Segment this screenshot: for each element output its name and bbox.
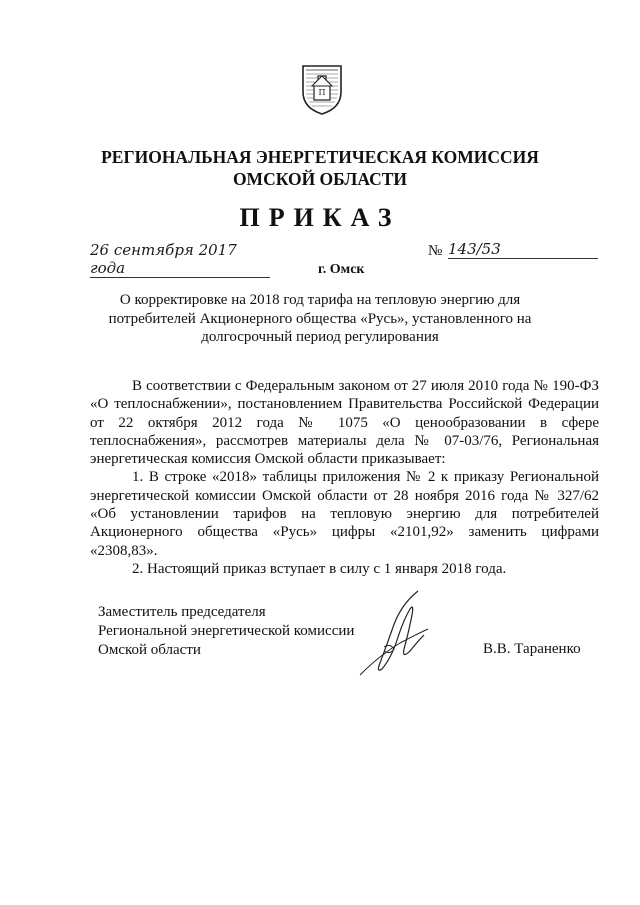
organization-line-1: РЕГИОНАЛЬНАЯ ЭНЕРГЕТИЧЕСКАЯ КОМИССИЯ <box>101 147 539 167</box>
subject-line-1: О корректировке на 2018 год тарифа на тепловую энергию для <box>119 292 521 308</box>
subject-line-3: долгосрочный период регулирования <box>201 329 439 345</box>
document-body <box>90 377 599 578</box>
organization-name <box>0 146 640 190</box>
body-item-1: 1. В строке «2018» таблицы приложения № 2 к приказу Региональной энергетической комиссии Омской области от 28 ноября 2016 года № 327/62 «Об установлении тарифов на тепловую энергию для потребителей Акционерного общества «Русь» цифры «2101,92» заменить цифрами «2308,83». <box>90 469 599 559</box>
body-preamble: В соответствии с Федеральным законом от 27 июля 2010 года № 190-ФЗ «О теплоснабжении», постановлением Правительства Российской Федерации от 22 октября 2012 года № 1075 «О ценообразовании в сфере теплоснабжения», рассмотрев материалы дела № 07-03/76, Региональная энергетическая комиссия Омской области приказывает: <box>90 378 599 468</box>
signature-block <box>98 603 354 660</box>
handwritten-signature <box>340 585 450 680</box>
document-subject <box>0 291 640 347</box>
city-label: г. Омск <box>318 262 365 277</box>
signatory-position-line-3: Омской области <box>98 642 201 658</box>
document-date: 26 сентября 2017 года <box>90 241 270 278</box>
svg-text:П: П <box>318 88 326 97</box>
document-number: 143/53 <box>448 240 598 259</box>
number-label: № <box>428 243 443 259</box>
organization-line-2: ОМСКОЙ ОБЛАСТИ <box>232 169 408 189</box>
coat-of-arms-emblem <box>300 62 344 116</box>
body-item-2: 2. Настоящий приказ вступает в силу с 1 января 2018 года. <box>132 560 507 577</box>
signatory-name: В.В. Тараненко <box>483 641 581 657</box>
signatory-position-line-2: Региональной энергетической комиссии <box>98 623 355 639</box>
signatory-position-line-1: Заместитель председателя <box>98 604 266 620</box>
subject-line-2: потребителей Акционерного общества «Русь», установленного на <box>108 310 532 327</box>
document-title: ПРИКАЗ <box>239 203 401 232</box>
